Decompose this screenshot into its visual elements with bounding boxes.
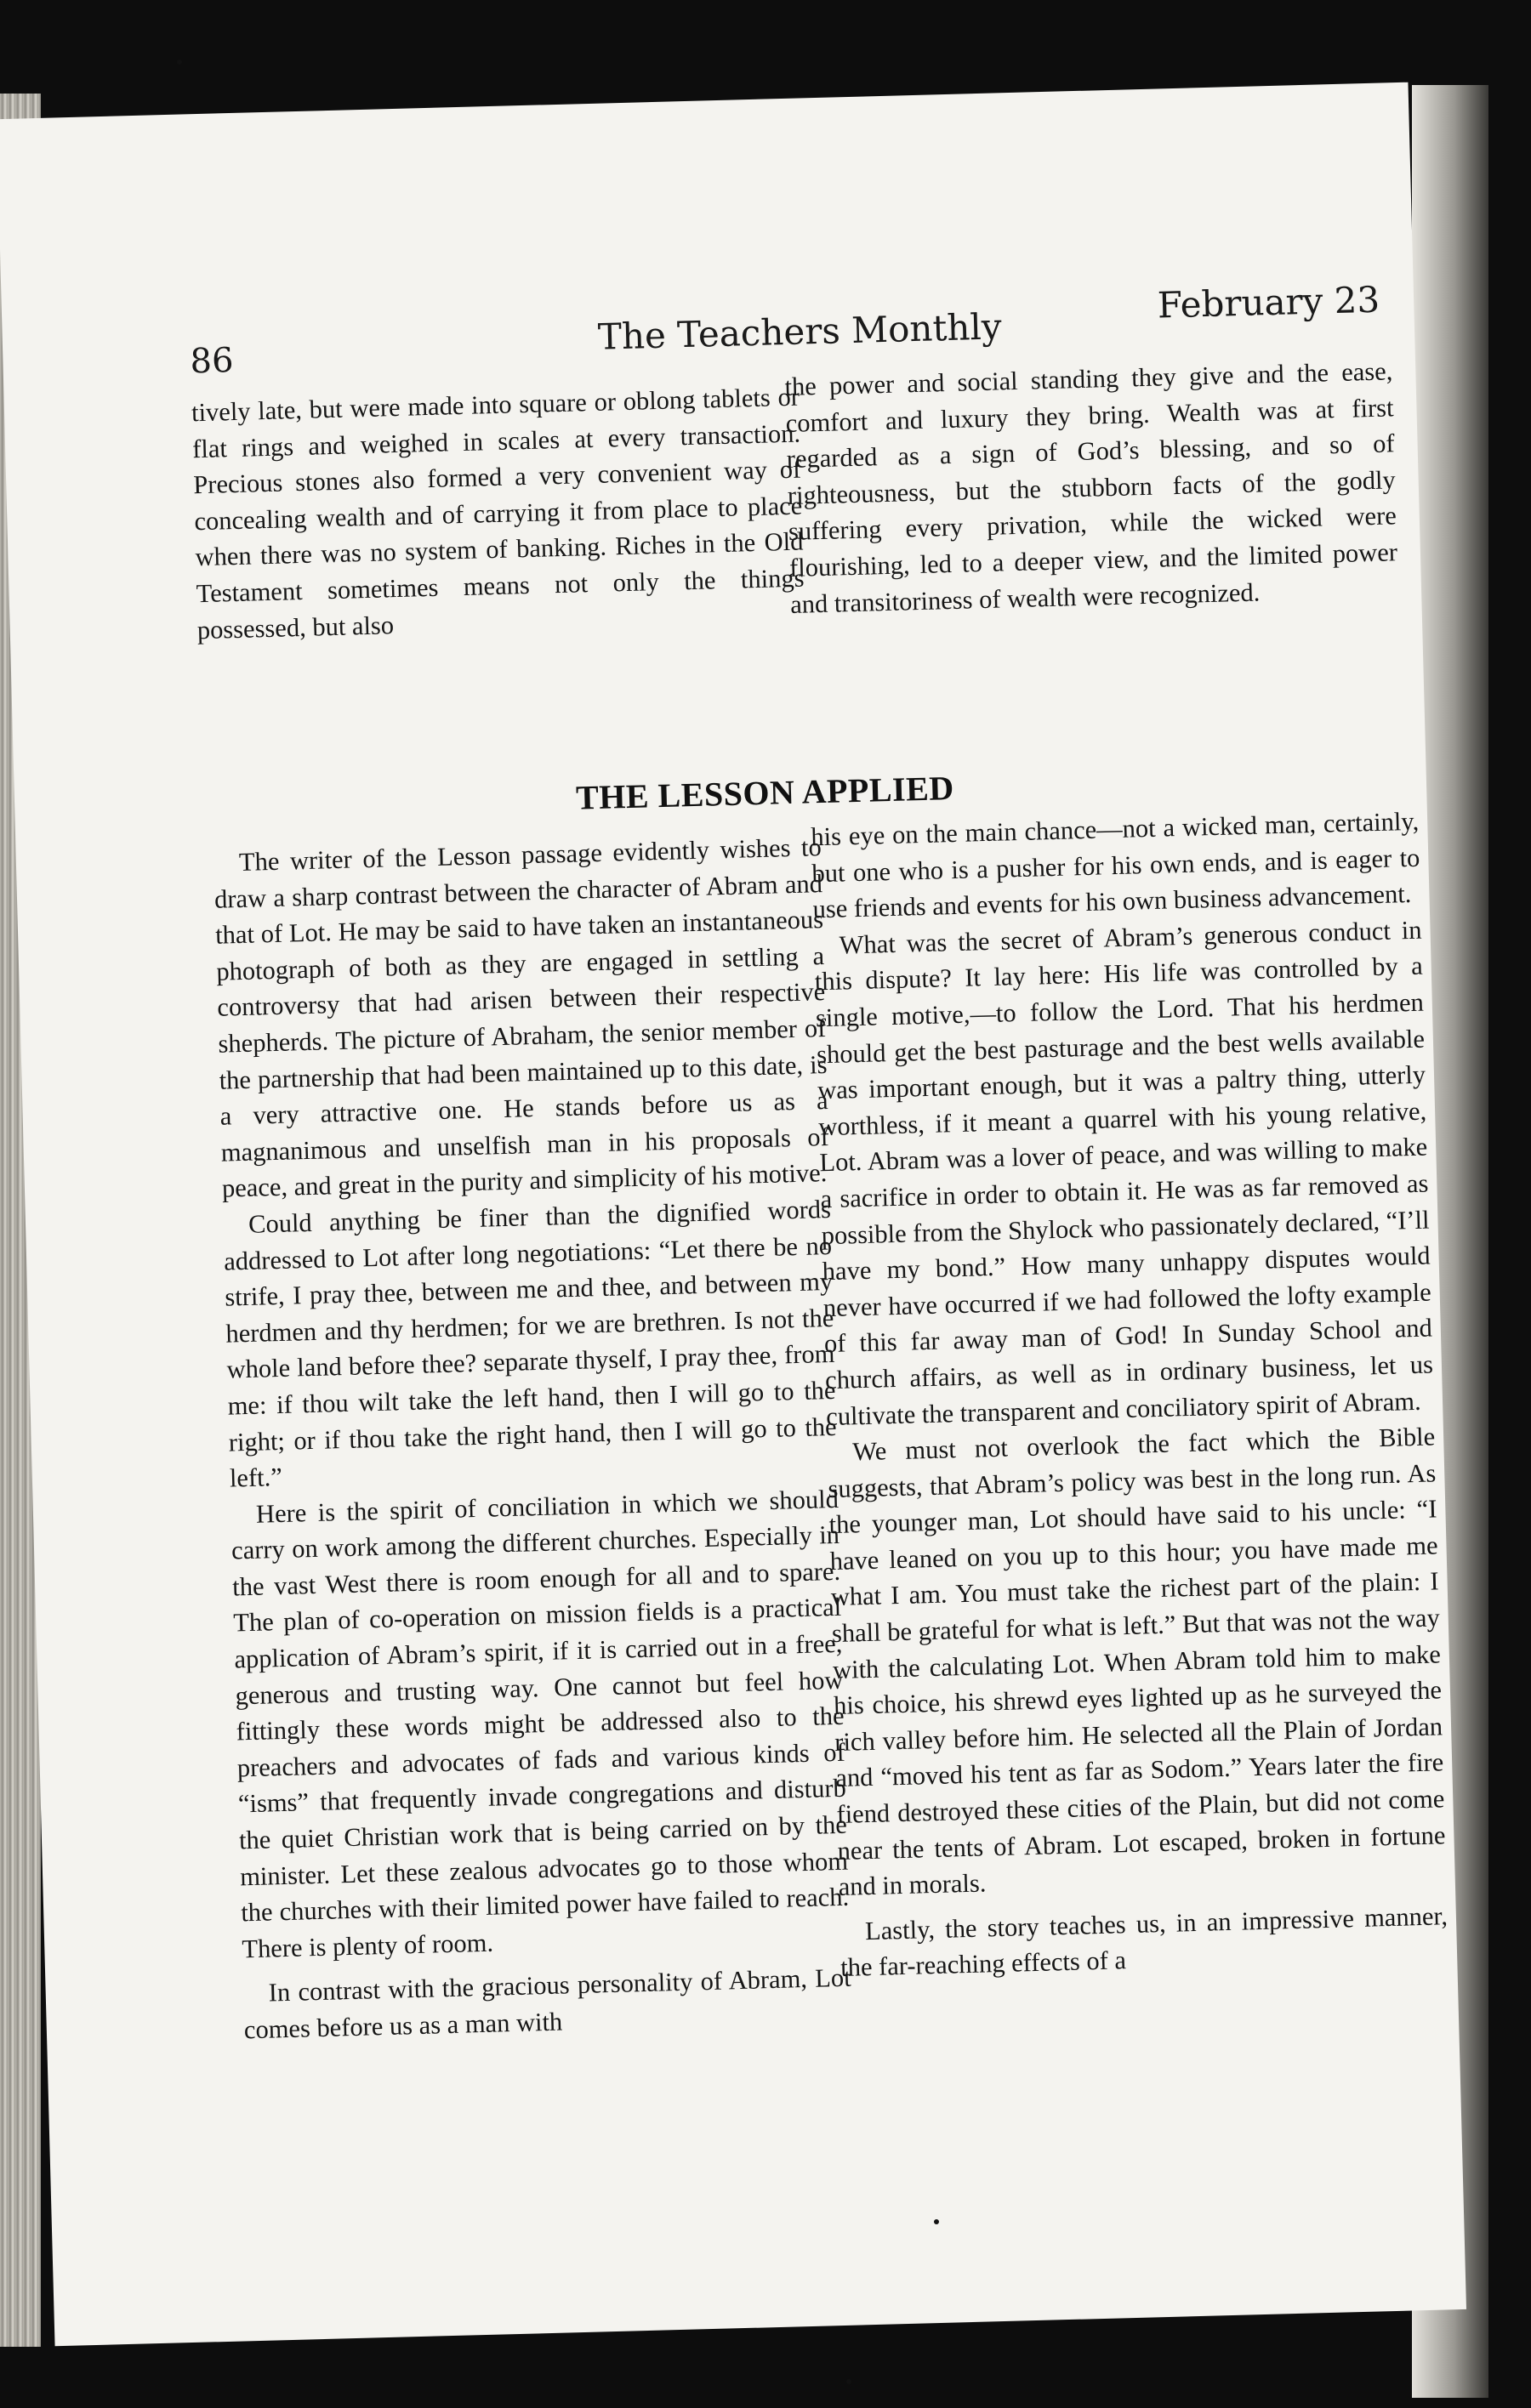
intro-left-text: tively late, but were made into square or oblong tablets or flat rings and weighed in scales at every transaction. Precious stones also formed a very convenient way of concealing wealth and of carrying it from place to place when there was no system of banking. Riches in the Old Testament sometimes means not only the things possessed, but also	[191, 382, 805, 645]
section-heading: THE LESSON APPLIED	[575, 768, 955, 817]
speck	[846, 2379, 851, 2384]
intro-right-column	[784, 353, 1399, 622]
issue-date: February 23	[1157, 278, 1380, 327]
right-column	[811, 804, 1449, 1986]
right-paragraph-4: Lastly, the story teaches us, in an impressive manner, the far-reaching effects of a	[839, 1901, 1448, 1983]
speck	[934, 2219, 939, 2224]
left-paragraph-1: The writer of the Lesson passage evidently wishes to draw a sharp contrast between the character of Abram and that of Lot. He may be said to have taken an instantaneous photograph of both as they are engaged in settling a controversy that had arisen between their respective shepherds. The picture of Abraham, the senior member of the partnership that had been maintained up to this date, is a very attractive one. He stands before us as a magnanimous and unselfish man in his proposals of peace, and great in the purity and simplicity of his motive.	[213, 832, 830, 1204]
journal-title: The Teachers Monthly	[597, 305, 1003, 358]
right-paragraph-3: We must not overlook the fact which the Bible suggests, that Abram’s policy was best in the long run. As the younger man, Lot should have said to his uncle: “I have leaned on you up to this hour; you have made me what I am. You must take the richest part of the plain: I shall be grateful for what is left.” But that was not the way with the calculating Lot. When Abram told him to make his choice, his shrewd eyes lighted up as he surveyed the rich valley before him. He selected all the Plain of Jordan and “moved his tent as far as Sodom.” Years later the fire fiend destroyed these cities of the Plain, but did not come near the tents of Abram. Lot escaped, broken in fortune and in morals.	[828, 1422, 1446, 1902]
intro-left-column	[191, 379, 806, 649]
right-paragraph-1: his eye on the main chance—not a wicked man, certainly, but one who is a pusher for his own ends, and is eager to use friends and events for his own business advancement.	[810, 806, 1420, 924]
page-number: 86	[189, 340, 235, 382]
right-paragraph-2: What was the secret of Abram’s generous conduct in this dispute? It lay here: His life was controlled by a single motive,—to follow the Lord. That his herdmen should get the best pasturage and the best wells available was important enough, but it was a paltry thing, utterly worthless, if it meant a quarrel with his young relative, Lot. Abram was a lover of peace, and was willing to make a sacrifice in order to obtain it. He was as far removed as possible from the Shylock who passionately declared, “I’ll have my bond.” How many unhappy disputes would never have occurred if we had followed the lofty example of this far away man of God! In Sunday School and church affairs, as well as in ordinary business, let us cultivate the transparent and conciliatory spirit of Abram.	[814, 915, 1434, 1431]
left-paragraph-3: Here is the spirit of conciliation in which we should carry on work among the different churches. Especially in the vast West there is room enough for all and to spare. The plan of co-operation on mission fields is a practical application of Abram’s spirit, if it is carried out in a free, generous and trusting way. One cannot but feel how fittingly these words might be addressed also to the preachers and advocates of fads and various kinds of “isms” that frequently invade congregations and disturb the quiet Christian work that is being carried on by the minister. Let these zealous advocates go to those whom the churches with their limited power have failed to reach. There is plenty of room.	[231, 1484, 850, 1964]
speck	[177, 60, 182, 65]
page-sheet	[0, 82, 1466, 2347]
left-paragraph-2: Could anything be finer than the dignified words addressed to Lot after long negotiations: “Let there be no strife, I pray thee, between me and thee, and between my herdmen and thy herdmen; for we are brethren. Is not the whole land before thee? separate thyself, I pray thee, from me: if thou wilt take the left hand, then I will go to the right; or if thou take the right hand, then I will go to the left.”	[223, 1194, 838, 1493]
left-column	[213, 829, 852, 2048]
intro-right-text: the power and social standing they give and the ease, comfort and luxury they bring. Wealth was at first regarded as a sign of God’s blessing, and so of righteousness, but the stubborn facts of the godly suffering every privation, while the wicked were flourishing, led to a deeper view, and the limited power and transitoriness of wealth were recognized.	[784, 356, 1398, 619]
left-paragraph-4: In contrast with the gracious personality of Abram, Lot comes before us as a man with	[243, 1963, 852, 2045]
